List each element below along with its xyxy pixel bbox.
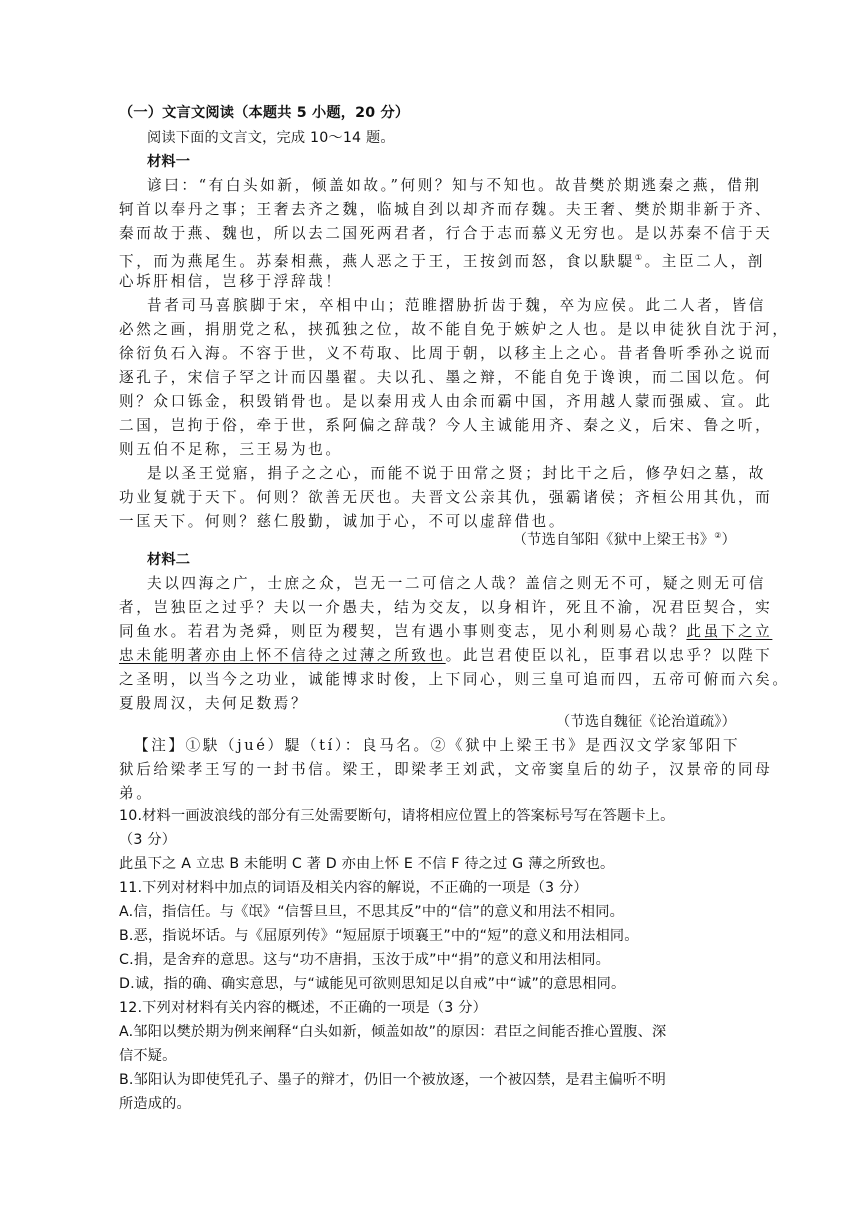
material2-line: 之圣明，以当今之功业，诚能博求时俊，上下同心，则三皇可追而四，五帝可俯而六矣。 xyxy=(119,671,790,688)
notes-line: 弟。 xyxy=(119,785,154,802)
q11-stem: 11.下列对材料中加点的词语及相关内容的解说，不正确的一项是（3 分） xyxy=(119,880,588,896)
text-segment: 下，而为燕尾生。苏秦相燕，燕人恶之于王，王按剑而怒，食以駃騠 xyxy=(119,253,635,270)
material1-line: 二国，岂拘于俗，牵于世，系阿偏之辞哉？今人主诚能用齐、秦之义，后宋、鲁之听， xyxy=(119,417,773,434)
q11-choice-d: D.诚，指的确、确实意思，与“诚能见可欲则思知足以自戒”中“诚”的意思相同。 xyxy=(119,976,626,992)
footnote-marker: ② xyxy=(714,531,722,540)
section-title: （一）文言文阅读（本题共 5 小题，20 分） xyxy=(119,105,410,121)
material2-line xyxy=(119,644,773,668)
q12-choice-a-cont: 信不疑。 xyxy=(119,1048,177,1064)
material2-line: 者，岂独臣之过乎？夫以一介愚夫，结为交友，以身相许，死且不渝，况君臣契合，实 xyxy=(119,599,773,616)
material2-heading: 材料二 xyxy=(147,552,191,568)
material2-line: 夏殷周汉，夫何足数焉？ xyxy=(119,695,309,712)
q11-choice-b: B.恶，指说坏话。与《屈原列传》“短屈原于顷襄王”中的“短”的意义和用法相同。 xyxy=(119,928,639,944)
text-segment: 同鱼水。若君为尧舜，则臣为稷契，岂有遇小事则变志，见小利则易心哉？ xyxy=(119,623,687,640)
q10-stem: 10.材料一画波浪线的部分有三处需要断句，请将相应位置上的答案标号写在答题卡上。 xyxy=(119,808,675,824)
material1-line: 秦而故于燕、魏也，所以去二国死两君者，行合于志而慕义无穷也。是以苏秦不信于天 xyxy=(119,225,773,242)
underlined-segment: 此虽下之立 xyxy=(686,623,773,640)
material1-line: 是以圣王觉寤，捐子之之心，而能不说于田常之贤；封比干之后，修孕妇之墓，故 xyxy=(147,465,766,482)
text-segment: 。主臣二人，剖 xyxy=(644,253,765,270)
source-text: （节选自邹阳《狱中上梁王书》 xyxy=(512,532,715,548)
material1-line: 逐孔子，宋信子罕之计而囚墨翟。夫以孔、墨之辩，不能自免于谗谀，而二国以危。何 xyxy=(119,369,773,386)
q12-choice-b-cont: 所造成的。 xyxy=(119,1096,191,1112)
material1-line: 轲首以奉丹之事；王奢去齐之魏，临城自刭以却齐而存魏。夫王奢、樊於期非新于齐、 xyxy=(119,201,773,218)
q12-choice-b: B.邹阳认为即使凭孔子、墨子的辩才，仍旧一个被放逐，一个被囚禁，是君主偏听不明 xyxy=(119,1072,666,1088)
material1-line: 昔者司马喜膑脚于宋，卒相中山；范睢摺胁折齿于魏，卒为应侯。此二人者，皆信 xyxy=(147,297,766,314)
notes-line: 狱后给梁孝王写的一封书信。梁王，即梁孝王刘武，文帝窦皇后的幼子，汉景帝的同母 xyxy=(119,761,773,778)
notes-line: 【注】①駃（jué）騠（tí）：良马名。②《狱中上梁王书》是西汉文学家邹阳下 xyxy=(134,737,741,754)
text-segment: 。此岂君使臣以礼，臣事君以忠乎？以陛下 xyxy=(445,647,773,664)
material2-line: 夫以四海之广，士庶之众，岂无一二可信之人哉？盖信之则无不可，疑之则无可信 xyxy=(147,575,766,592)
material1-heading: 材料一 xyxy=(147,154,191,170)
underlined-segment: 忠未能明著亦由上怀不信待之过薄之所致也 xyxy=(119,647,446,664)
material2-source: （节选自魏征《论治道疏》） xyxy=(556,714,736,730)
material1-line: 徐衍负石入海。不容于世，义不苟取、比周于朝，以移主上之心。昔者鲁听季孙之说而 xyxy=(119,345,773,362)
material1-line: 则？众口铄金，积毁销骨也。是以秦用戎人由余而霸中国，齐用越人蒙而强威、宣。此 xyxy=(119,393,773,410)
instruction: 阅读下面的文言文，完成 10～14 题。 xyxy=(147,130,395,146)
q10-score: （3 分） xyxy=(119,832,177,848)
q11-choice-c: C.捐，是舍弃的意思。这与“功不唐捐，玉汝于成”中“捐”的意义和用法相同。 xyxy=(119,952,611,968)
material1-line: 则五伯不足称，三王易为也。 xyxy=(119,441,343,458)
material1-line: 功业复就于天下。何则？欲善无厌也。夫晋文公亲其仇，强霸诸侯；齐桓公用其仇，而 xyxy=(119,489,773,506)
source-end: ） xyxy=(721,532,736,548)
q12-choice-a: A.邹阳以樊於期为例来阐释“白头如新，倾盖如故”的原因：君臣之间能否推心置腹、深 xyxy=(119,1024,667,1040)
q12-stem: 12.下列对材料有关内容的概述，不正确的一项是（3 分） xyxy=(119,1000,488,1016)
material2-line xyxy=(119,620,773,644)
material1-line: 一匡天下。何则？慈仁殷勤，诚加于心，不可以虚辞借也。 xyxy=(119,513,567,530)
material1-line: 谚曰：“有白头如新，倾盖如故。”何则？知与不知也。故昔樊於期逃秦之燕，借荆 xyxy=(147,177,762,194)
q11-choice-a: A.信，指信任。与《氓》“信誓旦旦，不思其反”中的“信”的意义和用法不相同。 xyxy=(119,904,624,920)
footnote-marker: ① xyxy=(634,253,645,262)
material1-line: 必然之画，捐朋党之私，挟孤独之位，故不能自免于嫉妒之人也。是以申徒狄自沈于河， xyxy=(119,321,790,338)
q10-options: 此虽下之 A 立忠 B 未能明 C 著 D 亦由上怀 E 不信 F 待之过 G 薄之所致也。 xyxy=(119,856,615,872)
material1-line: 心坼肝相信，岂移于浮辞哉！ xyxy=(119,273,343,290)
